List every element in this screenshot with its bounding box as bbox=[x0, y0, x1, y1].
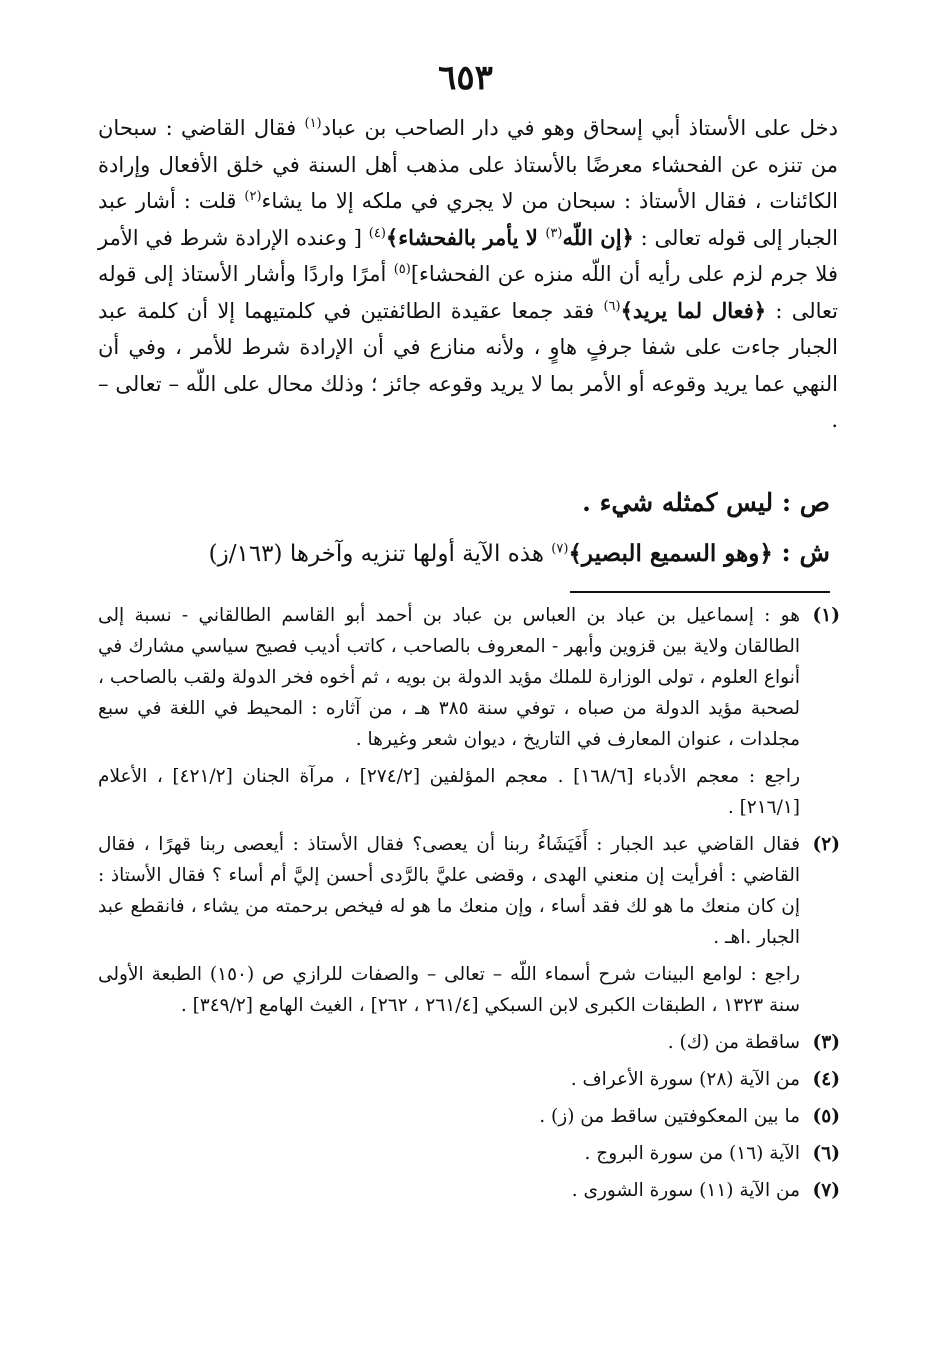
footnote-3 bbox=[98, 1027, 840, 1058]
paragraph-part-1: دخل على الأستاذ أبي إسحاق وهو في دار الصاحب بن عباد bbox=[321, 116, 838, 140]
footnote-number: (٣) bbox=[812, 1032, 840, 1053]
footnote-ref-5[interactable]: (٥) bbox=[393, 262, 411, 277]
quran-verse-1b: لا يأمر بالفحشاء﴾ bbox=[385, 224, 546, 250]
main-paragraph bbox=[98, 110, 838, 439]
paragraph-part-6: فقد جمعا عقيدة الطائفتين في كلمتيهما إلا أن كلمة عبد الجبار جاءت على شفا جرفٍ هاوٍ ، ولأنه منازع في أن الإرادة شرط للأمر ، وفي أن النهي عما يريد وقوعه أو الأمر بما لا يريد وقوعه جائز ؛ وذلك محال على اللّه – تعالى – . bbox=[98, 298, 838, 432]
main-text bbox=[98, 110, 838, 439]
footnote-5 bbox=[98, 1101, 840, 1132]
footnote-text: هو : إسماعيل بن عباد بن العباس بن عباد بن أحمد أبو القاسم الطالقاني - نسبة إلى الطالقان ولاية بين قزوين وأبهر - المعروف بالصاحب ، كاتب أديب فصيح سياسي مشارك في أنواع العلوم ، تولى الوزارة للملك مؤيد الدولة بن بويه ، ثم أخوه فخر الدولة ولقب بالصاحب ، لصحبة مؤيد الدولة من صباه ، توفي سنة ٣٨٥ هـ ، من آثاره : المحيط في اللغة في سبع مجلدات ، عنوان المعارف في التاريخ ، ديوان شعر وغيرها . bbox=[98, 605, 800, 750]
footnote-2-reference: راجع : لوامع البينات شرح أسماء اللّه – تعالى – والصفات للرازي ص (١٥٠) الطبعة الأولى سنة ١٣٢٣ ، الطبقات الكبرى لابن السبكي [٢٦١/٤ ، ٢٦٢] ، الغيث الهامع [٣٤٩/٢] . bbox=[98, 964, 800, 1016]
paragraph-part-3: قلت : أشار عبد الجبار إلى قوله تعالى : bbox=[98, 189, 839, 250]
footnote-1 bbox=[98, 600, 840, 755]
footnote-1-reference: راجع : معجم الأدباء [١٦٨/٦] . معجم المؤلفين [٢٧٤/٢] ، مرآة الجنان [٤٢١/٢] ، الأعلام [٢١٦/١] . bbox=[98, 766, 801, 818]
footnote-6 bbox=[98, 1138, 840, 1169]
footnotes bbox=[98, 600, 840, 1212]
footnote-number: (٧) bbox=[812, 1180, 840, 1201]
shin-label: ش : bbox=[772, 538, 830, 567]
quran-verse-1a: ﴿إن اللّه bbox=[562, 224, 634, 250]
footnote-text: ما بين المعكوفتين ساقط من (ز) . bbox=[539, 1106, 800, 1127]
footnote-ref-1[interactable]: (١) bbox=[304, 116, 322, 131]
shin-rest: هذه الآية أولها تنزيه وآخرها (١٦٣/ز) bbox=[208, 541, 552, 567]
footnote-text: ساقطة من (ك) . bbox=[667, 1032, 800, 1053]
footnote-number: (٥) bbox=[812, 1106, 840, 1127]
footnote-number: (٤) bbox=[812, 1069, 840, 1090]
paragraph-part-2: فقال القاضي : سبحان من تنزه عن الفحشاء معرضًا بالأستاذ على مذهب أهل السنة في خلق الأفعال وإرادة الكائنات ، فقال الأستاذ : سبحان من لا يجري في ملكه إلا ما يشاء bbox=[98, 116, 839, 213]
footnote-ref-6[interactable]: (٦) bbox=[603, 298, 621, 314]
paragraph-part-5: أمرًا واردًا وأشار الأستاذ إلى قوله تعالى : bbox=[98, 262, 839, 323]
sad-line: ص : ليس كمثله شيء . bbox=[582, 488, 830, 517]
footnote-text: من الآية (٢٨) سورة الأعراف . bbox=[570, 1069, 800, 1090]
footnote-text: فقال القاضي عبد الجبار : أَفَيَشَاءُ ربنا أن يعصى؟ فقال الأستاذ : أيعصى ربنا قهرًا ، فقال القاضي : أفرأيت إن منعني الهدى ، وقضى عليَّ بالرَّدى أحسن إليَّ أم أساء ؟ فقال الأستاذ : إن كان منعك ما هو لك فقد أساء ، وإن منعك ما هو له فيخص برحمته من يشاء ، فانقطع عبد الجبار .اهـ . bbox=[98, 834, 800, 948]
shin-line bbox=[98, 538, 830, 567]
footnote-2 bbox=[98, 829, 840, 953]
footnote-divider bbox=[570, 591, 830, 593]
paragraph-part-4: [ وعنده الإرادة شرط في الأمر فلا جرم لزم على رأيه أن اللّه منزه عن الفحشاء] bbox=[98, 225, 838, 286]
footnote-ref-4[interactable]: (٤) bbox=[368, 225, 386, 241]
footnote-number: (١) bbox=[812, 605, 840, 626]
footnote-ref-3[interactable]: (٣) bbox=[545, 225, 563, 241]
quran-verse-2: ﴿فعال لما يريد﴾ bbox=[620, 297, 767, 323]
footnote-4 bbox=[98, 1064, 840, 1095]
shin-quran: ﴿وهو السميع البصير﴾ bbox=[568, 540, 773, 567]
footnote-ref-7[interactable]: (٧) bbox=[551, 541, 569, 557]
footnote-text: الآية (١٦) من سورة البروج . bbox=[584, 1143, 800, 1164]
footnote-number: (٦) bbox=[812, 1143, 840, 1164]
footnote-text: من الآية (١١) سورة الشورى . bbox=[571, 1180, 800, 1201]
page-number: ٦٥٣ bbox=[438, 58, 493, 98]
footnote-ref-2[interactable]: (٢) bbox=[244, 189, 262, 204]
footnote-number: (٢) bbox=[812, 834, 840, 855]
footnote-7 bbox=[98, 1175, 840, 1206]
